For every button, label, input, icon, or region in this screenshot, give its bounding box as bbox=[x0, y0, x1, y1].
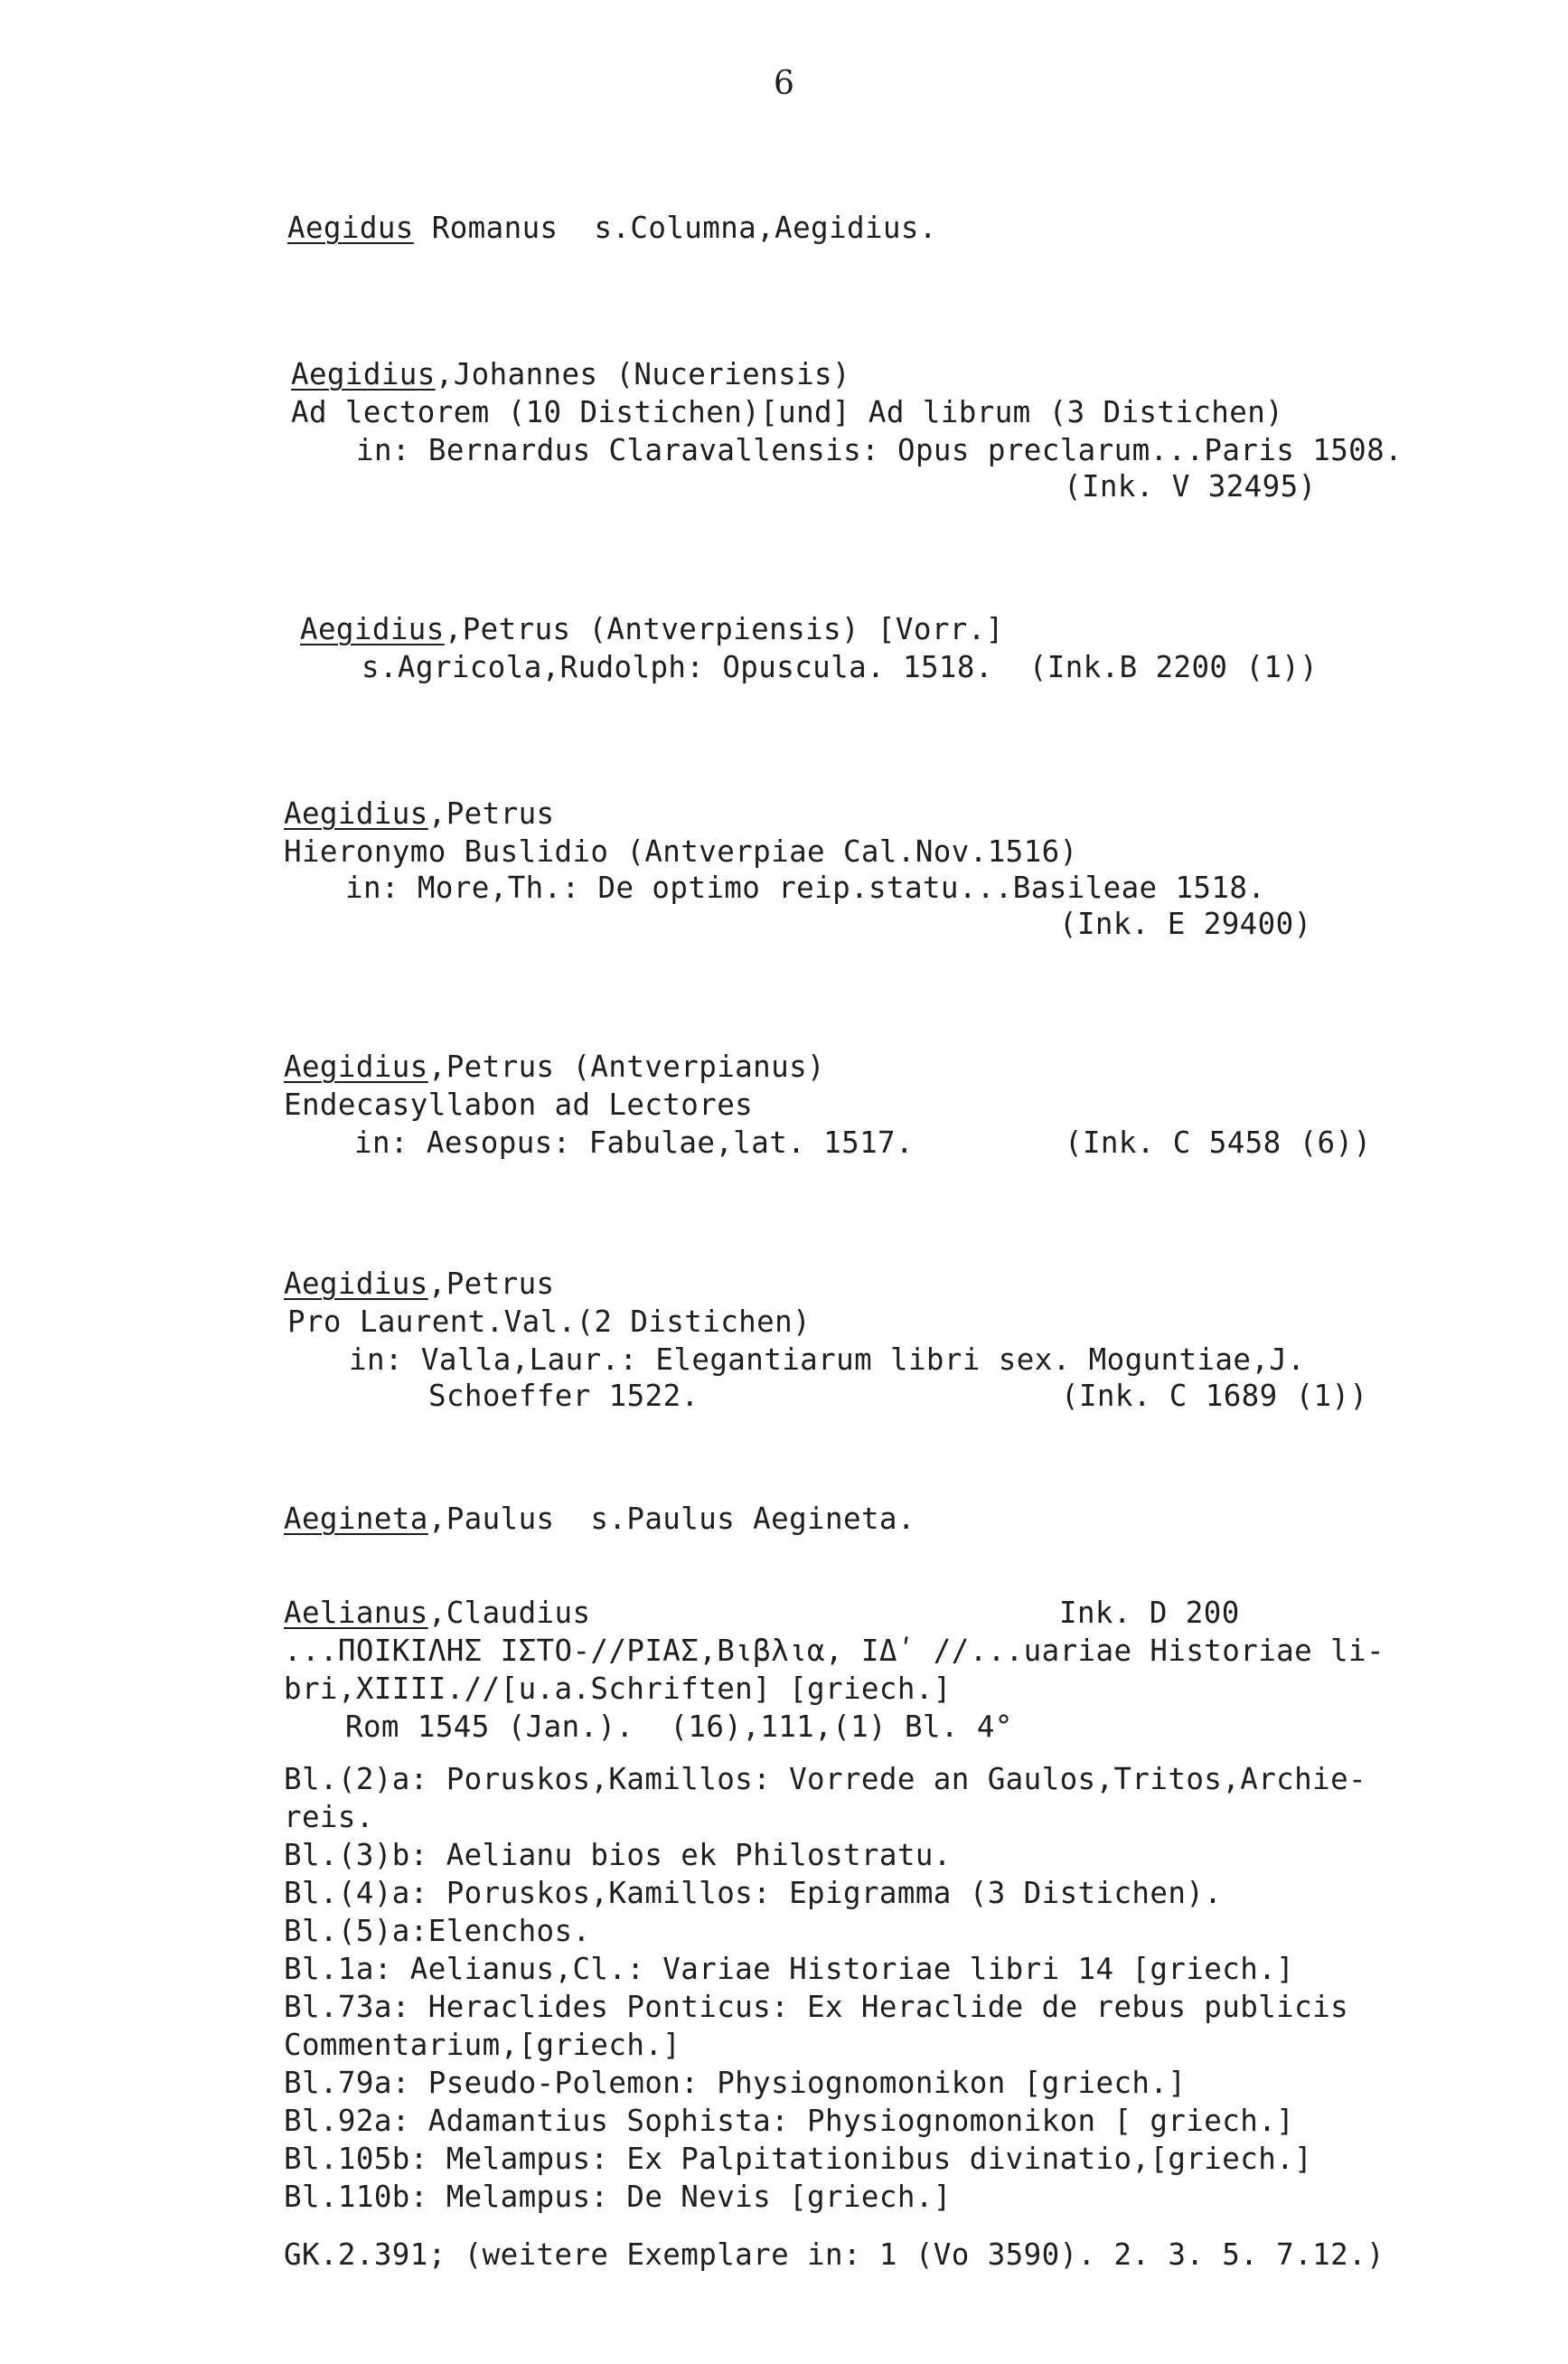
entry-line: Endecasyllabon ad Lectores bbox=[284, 1088, 754, 1122]
inventory-number: (Ink. E 29400) bbox=[1059, 907, 1312, 941]
contents-line: Bl.(5)a:Elenchos. bbox=[284, 1914, 591, 1948]
entry-aegidius-petrus-valla bbox=[284, 1266, 555, 1302]
entry-aelianus-claudius bbox=[284, 1595, 590, 1631]
entry-line: in: Valla,Laur.: Elegantiarum libri sex. Moguntiae,J. bbox=[349, 1342, 1306, 1377]
entry-text: Romanus s.Columna,Aegidius. bbox=[413, 211, 937, 245]
entry-text: ,Petrus (Antverpiensis) [Vorr.] bbox=[444, 612, 1004, 646]
entry-line: ...ΠΟΙΚΙΛΗΣ ΙΣΤΟ-//ΡΙΑΣ,Βιβλια, ΙΔʹ //...uariae Historiae li- bbox=[284, 1634, 1385, 1668]
page-number: 6 bbox=[774, 65, 794, 102]
entry-line: Pro Laurent.Val.(2 Distichen) bbox=[287, 1304, 812, 1339]
entry-aegidius-johannes bbox=[291, 356, 850, 392]
inventory-number: (Ink. C 5458 (6)) bbox=[1065, 1125, 1372, 1160]
inventory-number: (Ink. C 1689 (1)) bbox=[1061, 1379, 1368, 1413]
inventory-number: Ink. D 200 bbox=[1059, 1596, 1240, 1630]
catalog-reference: GK.2.391; (weitere Exemplare in: 1 (Vo 3590). 2. 3. 5. 7.12.) bbox=[284, 2237, 1385, 2272]
contents-line: Bl.(4)a: Poruskos,Kamillos: Epigramma (3 Distichen). bbox=[284, 1876, 1223, 1910]
entry-heading: Aegidus bbox=[287, 211, 414, 245]
entry-line: s.Agricola,Rudolph: Opuscula. 1518. (Ink.B 2200 (1)) bbox=[361, 650, 1319, 684]
entry-text: ,Petrus (Antverpianus) bbox=[427, 1050, 826, 1084]
entry-text: ,Claudius bbox=[427, 1596, 591, 1630]
contents-line: Bl.105b: Melampus: Ex Palpitationibus divinatio,[griech.] bbox=[284, 2142, 1313, 2176]
inventory-number: (Ink. V 32495) bbox=[1064, 469, 1317, 504]
entry-heading: Aelianus bbox=[284, 1596, 428, 1630]
entry-line: in: Aesopus: Fabulae,lat. 1517. bbox=[354, 1125, 914, 1160]
entry-line: Ad lectorem (10 Distichen)[und] Ad librum (3 Distichen) bbox=[291, 395, 1284, 429]
entry-line: in: More,Th.: De optimo reip.statu...Basileae 1518. bbox=[345, 871, 1266, 905]
contents-line: Bl.(3)b: Aelianu bios ek Philostratu. bbox=[284, 1838, 952, 1872]
entry-heading: Aegineta bbox=[284, 1502, 428, 1536]
contents-line: Bl.(2)a: Poruskos,Kamillos: Vorrede an Gaulos,Tritos,Archie- bbox=[284, 1762, 1366, 1796]
contents-line: Bl.79a: Pseudo-Polemon: Physiognomonikon [griech.] bbox=[284, 2066, 1187, 2100]
entry-text: ,Paulus s.Paulus Aegineta. bbox=[427, 1502, 915, 1536]
entry-aegidus-romanus bbox=[287, 210, 937, 246]
entry-aegidius-petrus-antverpiensis bbox=[300, 611, 1004, 647]
entry-line: Hieronymo Buslidio (Antverpiae Cal.Nov.1516) bbox=[284, 834, 1078, 869]
contents-line: Bl.1a: Aelianus,Cl.: Variae Historiae libri 14 [griech.] bbox=[284, 1952, 1295, 1986]
entry-line: Rom 1545 (Jan.). (16),111,(1) Bl. 4° bbox=[345, 1709, 1013, 1744]
entry-heading: Aegidius bbox=[300, 612, 445, 646]
entry-line: in: Bernardus Claravallensis: Opus preclarum...Paris 1508. bbox=[356, 433, 1404, 467]
contents-line: Commentarium,[griech.] bbox=[284, 2028, 681, 2062]
entry-heading: Aegidius bbox=[284, 1050, 428, 1084]
entry-line: Schoeffer 1522. bbox=[428, 1379, 699, 1413]
entry-text: ,Petrus bbox=[427, 796, 555, 831]
contents-line: Bl.73a: Heraclides Ponticus: Ex Heraclide de rebus publicis bbox=[284, 1990, 1349, 2024]
entry-aegidius-petrus-buslidio bbox=[284, 796, 555, 832]
entry-line: bri,XIIII.//[u.a.Schriften] [griech.] bbox=[284, 1672, 952, 1706]
entry-heading: Aegidius bbox=[284, 796, 428, 831]
contents-line: Bl.110b: Melampus: De Nevis [griech.] bbox=[284, 2180, 952, 2214]
entry-aegidius-petrus-antverpianus bbox=[284, 1049, 825, 1085]
contents-line: reis. bbox=[284, 1800, 374, 1834]
entry-heading: Aegidius bbox=[291, 357, 436, 391]
entry-text: ,Petrus bbox=[427, 1267, 555, 1301]
entry-heading: Aegidius bbox=[284, 1267, 428, 1301]
entry-text: ,Johannes (Nuceriensis) bbox=[435, 357, 850, 391]
contents-line: Bl.92a: Adamantius Sophista: Physiognomonikon [ griech.] bbox=[284, 2104, 1295, 2138]
entry-aegineta-paulus bbox=[284, 1501, 915, 1537]
